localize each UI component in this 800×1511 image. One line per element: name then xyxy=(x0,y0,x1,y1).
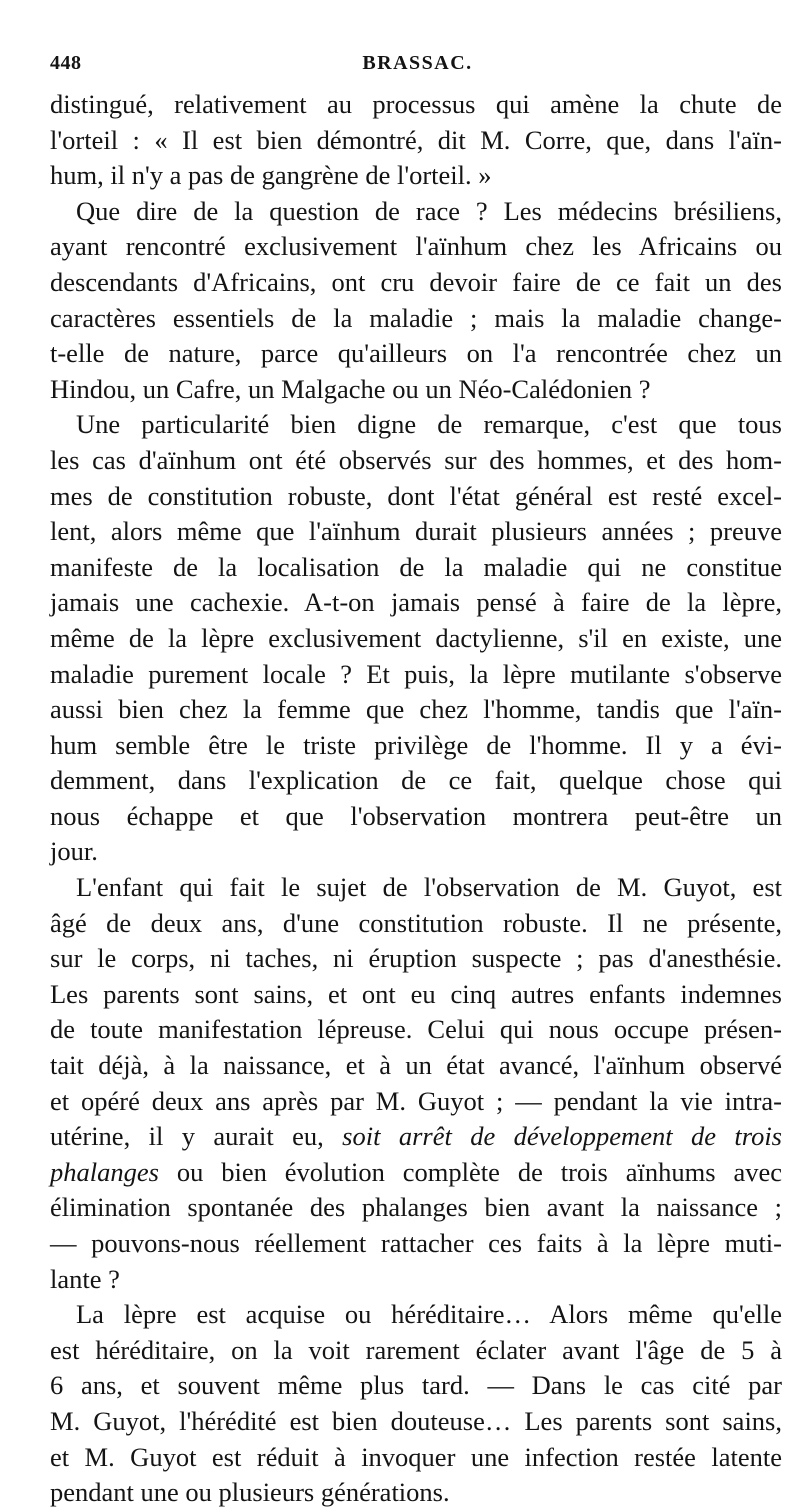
italic-text: soit arrêt de développement de trois xyxy=(342,1121,782,1152)
text-line xyxy=(50,87,782,123)
page-number: 448 xyxy=(50,52,82,74)
line-text: Une particularité bien digne de remarque, c'est que tous xyxy=(76,409,782,440)
italic-text: phalanges xyxy=(50,1156,159,1187)
line-text: La lèpre est acquise ou héréditaire… Alors même qu'elle xyxy=(76,1299,782,1330)
text-line xyxy=(50,621,782,657)
text-line xyxy=(50,1119,782,1155)
line-text: demment, dans l'explication de ce fait, quelque chose qui xyxy=(50,765,782,796)
text-line xyxy=(50,728,782,764)
line-text-after: ou bien évolution complète de trois aïnhums avec xyxy=(158,1156,782,1187)
line-text: tait déjà, à la naissance, et à un état avancé, l'aïnhum observé xyxy=(50,1050,782,1081)
text-line xyxy=(50,265,782,301)
line-text: mes de constitution robuste, dont l'état général est resté excel- xyxy=(50,480,782,511)
line-text: même de la lèpre exclusivement dactylienne, s'il en existe, une xyxy=(50,622,782,653)
line-text: âgé de deux ans, d'une constitution robuste. Il ne présente, xyxy=(50,907,782,938)
text-line xyxy=(50,1012,782,1048)
line-text: et opéré deux ans après par M. Guyot ; — pendant la vie intra- xyxy=(50,1085,782,1116)
line-text: l'orteil : « Il est bien démontré, dit M. Corre, que, dans l'aïn- xyxy=(50,124,782,155)
line-text: distingué, relativement au processus qui amène la chute de xyxy=(50,89,782,119)
line-text: pendant une ou plusieurs générations. xyxy=(50,1477,450,1508)
text-line xyxy=(50,906,782,942)
running-head: BRASSAC. xyxy=(362,52,473,74)
text-line xyxy=(50,550,782,586)
text-line xyxy=(50,1262,782,1298)
page-header xyxy=(50,52,785,86)
body-text xyxy=(50,87,782,1511)
line-text: M. Guyot, l'hérédité est bien douteuse… Les parents sont sains, xyxy=(50,1405,782,1436)
line-text: Hindou, un Cafre, un Malgache ou un Néo-Calédonien ? xyxy=(50,373,651,404)
line-text: hum, il n'y a pas de gangrène de l'orteil. » xyxy=(50,160,492,191)
text-line xyxy=(50,1368,782,1404)
line-text: et M. Guyot est réduit à invoquer une infection restée latente xyxy=(50,1441,782,1472)
text-line xyxy=(50,372,782,408)
line-text: maladie purement locale ? Et puis, la lèpre mutilante s'observe xyxy=(50,658,782,689)
line-text: Que dire de la question de race ? Les médecins brésiliens, xyxy=(76,195,782,226)
text-line xyxy=(50,1226,782,1262)
line-text: de toute manifestation lépreuse. Celui qui nous occupe présen- xyxy=(50,1014,782,1045)
line-text: les cas d'aïnhum ont été observés sur des hommes, et des hom- xyxy=(50,444,782,475)
text-line xyxy=(50,1333,782,1369)
text-line xyxy=(50,1155,782,1191)
text-line xyxy=(50,443,782,479)
line-text: manifeste de la localisation de la maladie qui ne constitue xyxy=(50,551,782,582)
line-text: lent, alors même que l'aïnhum durait plusieurs années ; preuve xyxy=(50,516,782,547)
text-line xyxy=(50,301,782,337)
text-line xyxy=(50,692,782,728)
line-text: jamais une cachexie. A-t-on jamais pensé à faire de la lèpre, xyxy=(50,587,782,618)
text-line xyxy=(50,977,782,1013)
text-line xyxy=(50,1048,782,1084)
line-text: Les parents sont sains, et ont eu cinq autres enfants indemnes xyxy=(50,978,782,1009)
text-line xyxy=(50,834,782,870)
text-line xyxy=(50,657,782,693)
text-line xyxy=(50,1404,782,1440)
text-line xyxy=(50,1190,782,1226)
text-line xyxy=(50,229,782,265)
text-line xyxy=(50,763,782,799)
text-line xyxy=(50,1440,782,1476)
line-text: 6 ans, et souvent même plus tard. — Dans le cas cité par xyxy=(50,1370,782,1401)
line-text: L'enfant qui fait le sujet de l'observation de M. Guyot, est xyxy=(76,872,782,903)
text-line xyxy=(50,585,782,621)
line-text: caractères essentiels de la maladie ; mais la maladie change- xyxy=(50,302,782,333)
line-text: élimination spontanée des phalanges bien avant la naissance ; xyxy=(50,1192,782,1223)
line-text: — pouvons-nous réellement rattacher ces faits à la lèpre muti- xyxy=(50,1228,782,1258)
text-line xyxy=(50,1084,782,1120)
text-line xyxy=(50,158,782,194)
text-line xyxy=(50,870,782,906)
text-line xyxy=(50,123,782,159)
line-text: ayant rencontré exclusivement l'aïnhum chez les Africains ou xyxy=(50,231,782,262)
text-line xyxy=(50,1475,782,1511)
line-text: utérine, il y aurait eu, xyxy=(50,1121,343,1152)
text-line xyxy=(50,1297,782,1333)
text-line xyxy=(50,407,782,443)
line-text: jour. xyxy=(50,836,98,867)
line-text: sur le corps, ni taches, ni éruption suspecte ; pas d'anesthésie. xyxy=(50,943,782,974)
line-text: aussi bien chez la femme que chez l'homme, tandis que l'aïn- xyxy=(50,694,782,725)
text-line xyxy=(50,514,782,550)
line-text: t-elle de nature, parce qu'ailleurs on l'a rencontrée chez un xyxy=(50,338,782,369)
line-text: est héréditaire, on la voit rarement éclater avant l'âge de 5 à xyxy=(50,1334,782,1365)
text-line xyxy=(50,194,782,230)
line-text: nous échappe et que l'observation montrera peut-être un xyxy=(50,800,782,831)
text-line xyxy=(50,799,782,835)
text-line xyxy=(50,479,782,515)
line-text: lante ? xyxy=(50,1263,120,1294)
line-text: descendants d'Africains, ont cru devoir faire de ce fait un des xyxy=(50,266,782,297)
line-text: hum semble être le triste privilège de l'homme. Il y a évi- xyxy=(50,729,782,760)
text-line xyxy=(50,941,782,977)
text-line xyxy=(50,336,782,372)
